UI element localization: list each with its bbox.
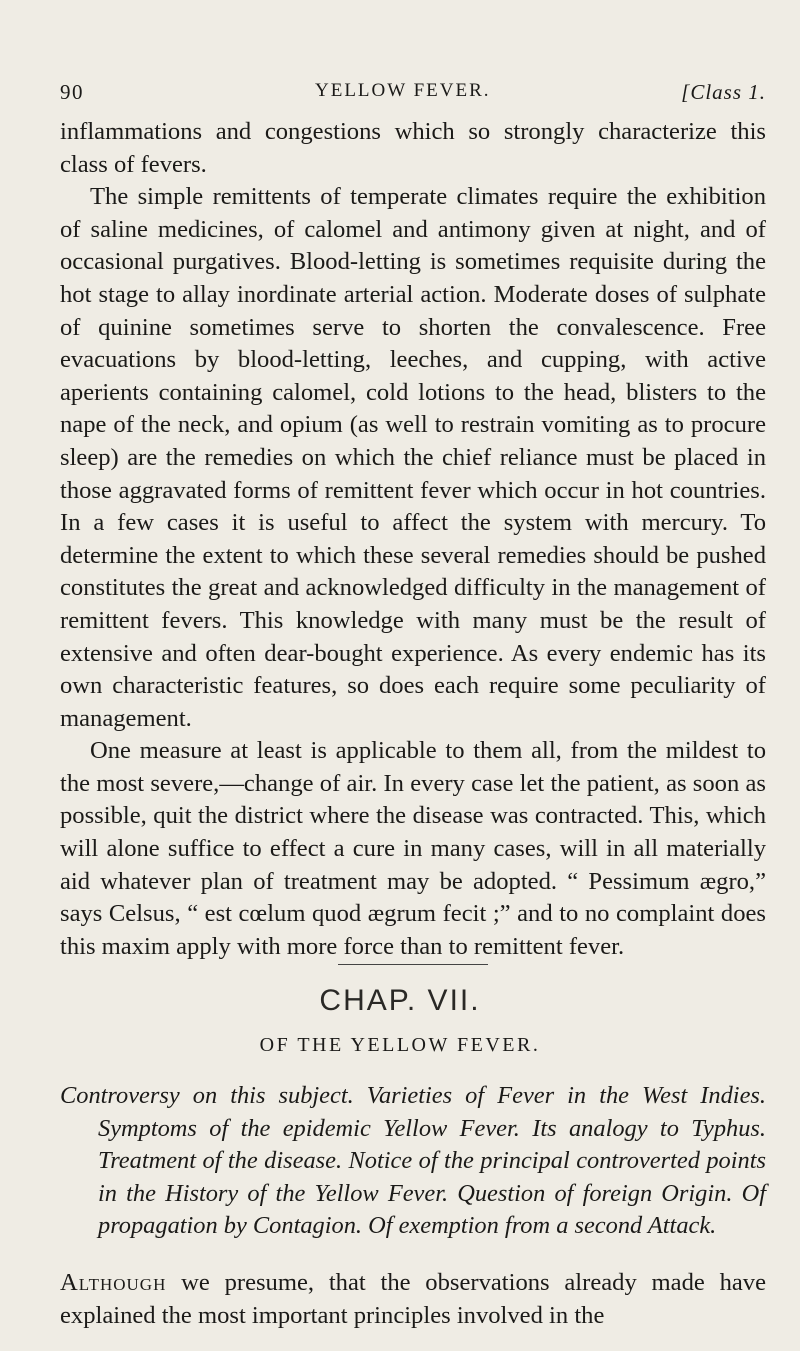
paragraph-treatment: The simple remittents of temperate climates require the exhibition of saline medicines, of calomel and antimony given at night, and of occasional purgatives. Blood-letting is sometimes requisite during the hot stage to allay inordinate arterial action. Moderate doses of sulphate of quinine sometimes serve to shorten the convalescence. Free evacuations by blood-letting, leeches, and cupping, with active aperients containing calomel, cold lotions to the head, blisters to the nape of the neck, and opium (as well to restrain vomiting as to procure sleep) are the remedies on which the chief reliance must be placed in those aggravated forms of remittent fever which occur in hot countries. In a few cases it is useful to affect the system with mercury. To determine the extent to which these several remedies should be pushed constitutes the great and acknowledged difficulty in the management of remittent fevers. This knowledge with many must be the result of extensive and often dear-bought experience. As every endemic has its own characteristic features, so does each require some peculiarity of management.	[60, 183, 766, 732]
chapter-opening-paragraph	[60, 1267, 766, 1332]
chapter-synopsis: Controversy on this subject. Varieties of Fever in the West Indies. Symptoms of the epidemic Yellow Fever. Its analogy to Typhus. Treatment of the disease. Notice of the principal controverted points in the History of the Yellow Fever. Question of foreign Origin. Of propagation by Contagion. Of exemption from a second Attack.	[60, 1082, 766, 1240]
chapter-subtitle: OF THE YELLOW FEVER.	[259, 1034, 541, 1056]
section-divider	[338, 964, 488, 965]
paragraph-change-of-air: One measure at least is applicable to them all, from the mildest to the most severe,—change of air. In every case let the patient, as soon as possible, quit the district where the disease was contracted. This, which will alone suffice to effect a cure in many cases, will in all materially aid whatever plan of treatment may be adopted. “ Pessimum ægro,” says Celsus, “ est cœlum quod ægrum fecit ;” and to no complaint does this maxim apply with more force than to remittent fever.	[60, 737, 766, 960]
body-text	[60, 116, 766, 963]
page-number: 90	[60, 80, 84, 104]
paragraph-continuation: inflammations and congestions which so strongly characterize this class of fevers.	[60, 118, 766, 178]
class-label: [Class 1.	[681, 80, 766, 104]
opening-word: Although	[60, 1269, 167, 1296]
running-header	[60, 80, 766, 108]
chapter-heading: CHAP. VII.	[319, 984, 481, 1017]
running-title: YELLOW FEVER.	[315, 80, 491, 101]
opening-text: we presume, that the observations already made have explained the most important principles involved in the	[60, 1269, 766, 1329]
